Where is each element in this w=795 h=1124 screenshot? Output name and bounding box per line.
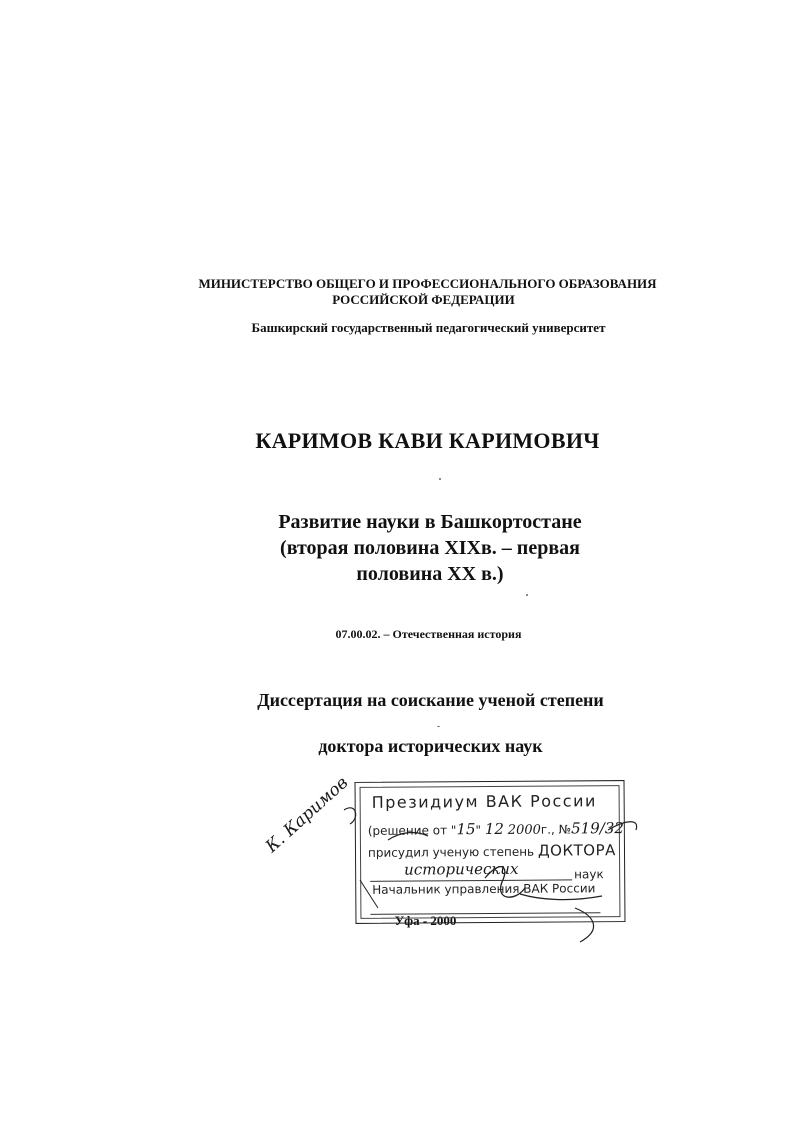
title-line-2: (вторая половина XIXв. – первая: [280, 537, 580, 559]
stamp-sciences: наук: [574, 867, 604, 882]
degree-line-1: Диссертация на соискание ученой степени: [257, 690, 604, 710]
side-signature: К. Каримов: [262, 772, 353, 857]
ministry-line-1: МИНИСТЕРСТВО ОБЩЕГО И ПРОФЕССИОНАЛЬНОГО ОБРАЗОВАНИЯ: [198, 276, 657, 291]
scan-speck: [526, 594, 528, 596]
decision-number: 519/32: [571, 819, 624, 838]
scan-speck: [437, 726, 440, 727]
title-line-1: Развитие науки в Башкортостане: [278, 511, 582, 533]
specialty-code: 07.00.02. – Отечественная история: [335, 627, 522, 641]
decision-month: 12: [484, 819, 505, 839]
awarded-prefix: присудил ученую степень: [367, 844, 535, 860]
decision-year: 2000: [507, 822, 541, 838]
decision-year-suffix: г., №: [540, 822, 572, 837]
dissertation-title: [0, 509, 795, 587]
degree-line-2: доктора исторических наук: [318, 736, 543, 756]
handwritten-field: исторических: [404, 859, 519, 879]
stamp-signature-strokes: [340, 790, 650, 950]
decision-prefix: (решение от ": [367, 823, 457, 838]
stamp-title: Президиум ВАК России: [371, 791, 597, 812]
decision-mid: ": [475, 823, 482, 838]
awarded-degree: ДОКТОРА: [537, 841, 616, 860]
place-year: Уфа - 2000: [394, 913, 457, 928]
university-name: Башкирский государственный педагогический университет: [251, 320, 606, 335]
title-line-3: половина XX в.): [356, 563, 504, 585]
author-name: КАРИМОВ КАВИ КАРИМОВИЧ: [255, 428, 600, 453]
scan-speck: [439, 478, 441, 480]
decision-day: 15: [456, 820, 476, 839]
side-signature-flourish: [300, 800, 370, 880]
ministry-header: [0, 276, 795, 308]
ministry-line-2: РОССИЙСКОЙ ФЕДЕРАЦИИ: [332, 292, 515, 307]
stamp-head-title: Начальник управления ВАК России: [372, 881, 596, 897]
